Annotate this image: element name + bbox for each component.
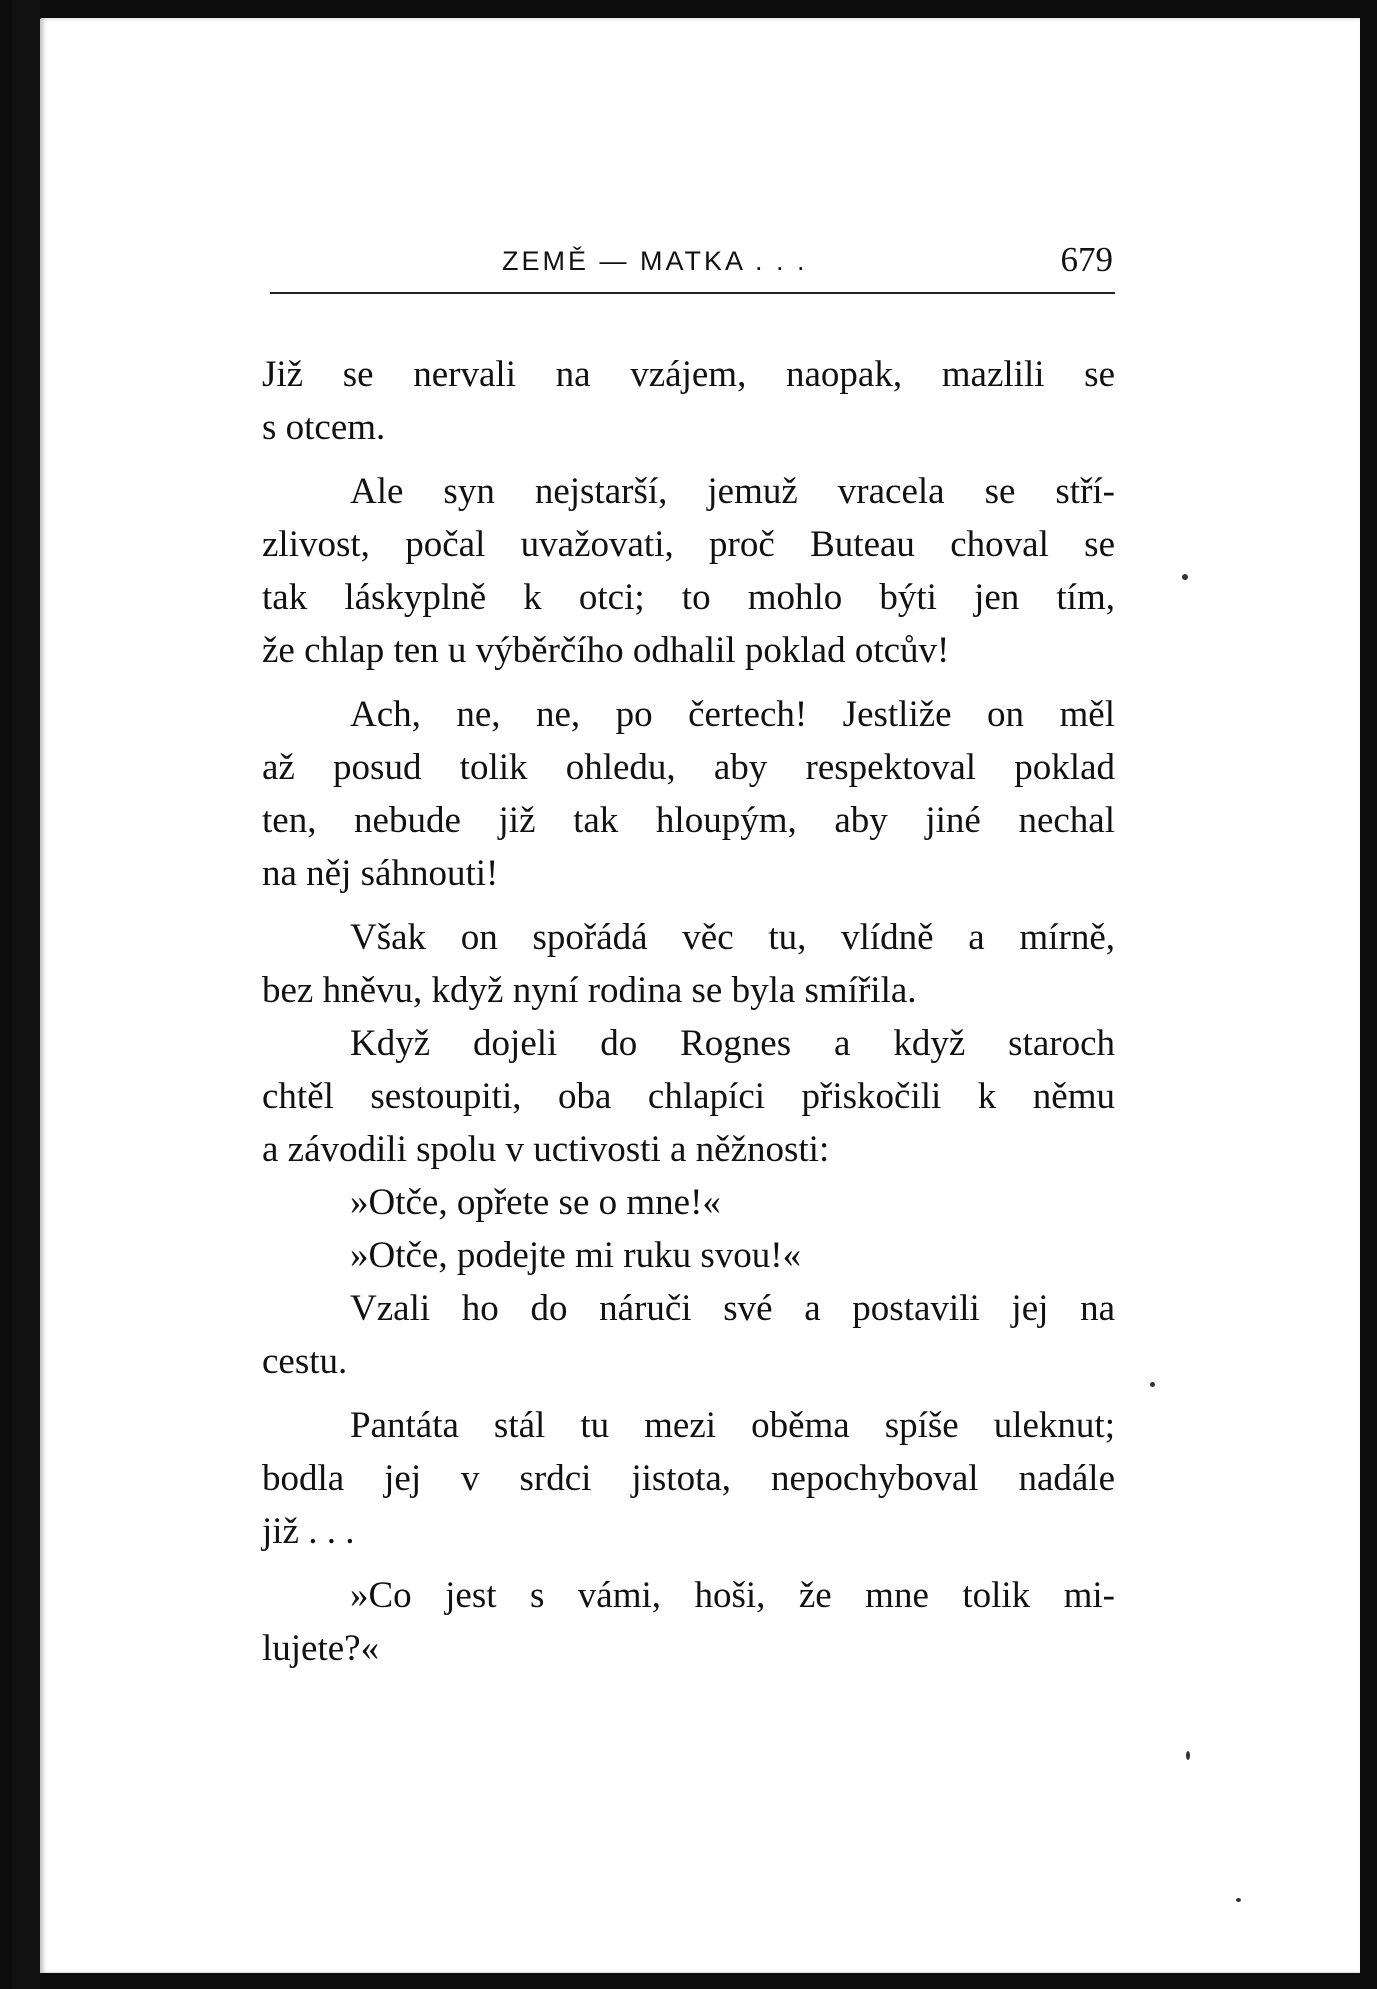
text-line: na něj sáhnouti!	[262, 853, 499, 894]
text-line: ten, nebude již tak hloupým, aby jiné nechal	[262, 800, 1115, 841]
text-line: Však on spořádá věc tu, vlídně a mírně,	[350, 917, 1115, 958]
running-title: ZEMĚ — MATKA . . .	[502, 246, 808, 276]
paragraph-gap	[262, 454, 1115, 465]
paper-speck	[1182, 574, 1188, 580]
text-line: Ale syn nejstarší, jemuž vracela se stří-	[350, 471, 1115, 512]
text-line: chtěl sestoupiti, oba chlapíci přiskočili k němu	[262, 1076, 1115, 1117]
paper-speck	[1150, 1382, 1155, 1387]
paragraph-gap	[262, 900, 1115, 911]
paragraph	[262, 1229, 1115, 1282]
text-line: s otcem.	[262, 407, 386, 448]
text-line: zlivost, počal uvažovati, proč Buteau choval se	[262, 524, 1115, 565]
paragraph	[262, 1569, 1115, 1675]
paragraph-gap	[262, 677, 1115, 688]
paper-speck	[1186, 1751, 1190, 1760]
text-line: až posud tolik ohledu, aby respektoval poklad	[262, 747, 1115, 788]
paragraph	[262, 1282, 1115, 1388]
text-line: Pantáta stál tu mezi oběma spíše uleknut;	[350, 1405, 1115, 1446]
text-line: lujete?«	[262, 1628, 380, 1669]
text-line: Ach, ne, ne, po čertech! Jestliže on měl	[350, 694, 1115, 735]
text-line: tak láskyplně k otci; to mohlo býti jen tím,	[262, 577, 1115, 618]
text-line: »Co jest s vámi, hoši, že mne tolik mi-	[350, 1575, 1115, 1616]
text-line: cestu.	[262, 1341, 348, 1382]
body-text	[262, 348, 1115, 1675]
paragraph-gap	[262, 1558, 1115, 1569]
text-line: Když dojeli do Rognes a když staroch	[350, 1023, 1115, 1064]
text-line: že chlap ten u výběrčího odhalil poklad otcův!	[262, 630, 950, 671]
text-line: Již se nervali na vzájem, naopak, mazlili se	[262, 354, 1115, 395]
text-line: bez hněvu, když nyní rodina se byla smířila.	[262, 970, 917, 1011]
paragraph	[262, 1399, 1115, 1558]
paragraph	[262, 348, 1115, 454]
paragraph-gap	[262, 1388, 1115, 1399]
running-head	[270, 232, 1115, 294]
paragraph	[262, 1176, 1115, 1229]
book-spine-shadow	[12, 0, 40, 1989]
paragraph	[262, 911, 1115, 1017]
text-line: »Otče, podejte mi ruku svou!«	[350, 1235, 802, 1276]
text-line: již . . .	[262, 1511, 355, 1552]
text-line: Vzali ho do náruči své a postavili jej na	[350, 1288, 1115, 1329]
text-line: bodla jej v srdci jistota, nepochyboval nadále	[262, 1458, 1115, 1499]
paragraph	[262, 465, 1115, 677]
paper-speck	[1236, 1898, 1241, 1902]
page-number: 679	[1060, 240, 1113, 279]
text-line: a závodili spolu v uctivosti a něžnosti:	[262, 1129, 830, 1170]
paragraph	[262, 1017, 1115, 1176]
paragraph	[262, 688, 1115, 900]
text-line: »Otče, opřete se o mne!«	[350, 1182, 721, 1223]
